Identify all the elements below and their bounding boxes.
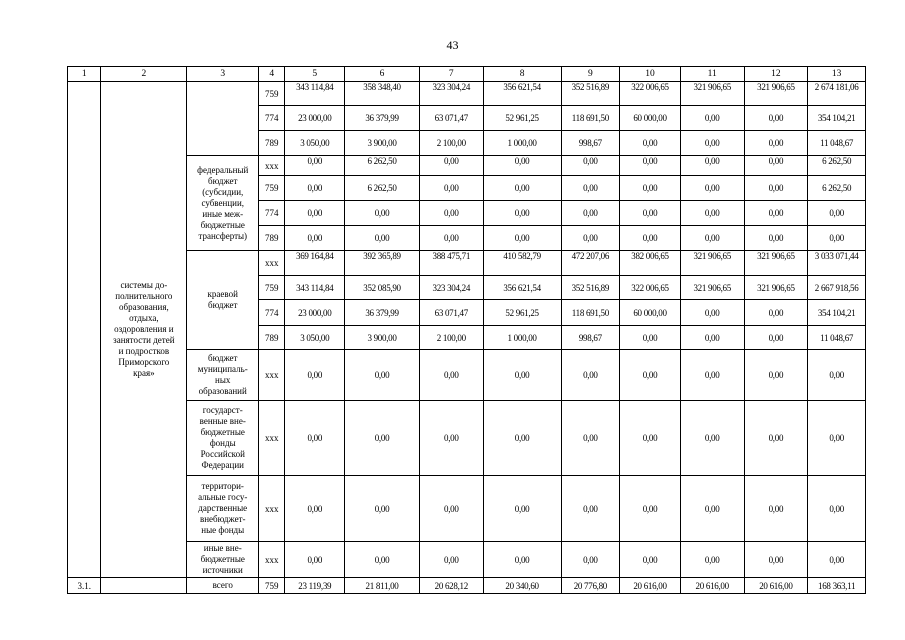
value-cell: 321 906,65 (744, 82, 808, 106)
value-cell: 0,00 (680, 106, 744, 131)
value-cell: 0,00 (744, 476, 808, 542)
code-cell: 774 (259, 300, 285, 326)
code-cell: 789 (259, 326, 285, 350)
value-cell: 63 071,47 (419, 300, 483, 326)
value-cell: 410 582,79 (483, 251, 561, 276)
value-cell: 0,00 (561, 201, 620, 226)
table-body (68, 82, 866, 594)
table-row (68, 542, 866, 578)
value-cell: 0,00 (680, 350, 744, 401)
value-cell: 0,00 (345, 201, 420, 226)
value-cell: 3 033 071,44 (808, 251, 866, 276)
value-cell: 1 000,00 (483, 326, 561, 350)
value-cell: 352 516,89 (561, 82, 620, 106)
value-cell: 388 475,71 (419, 251, 483, 276)
value-cell: 60 000,00 (620, 300, 681, 326)
value-cell: 998,67 (561, 131, 620, 156)
value-cell: 0,00 (680, 226, 744, 251)
source-label-state-funds: государст- венные вне- бюджетные фонды Российской Федерации (187, 401, 259, 476)
code-cell: xxx (259, 251, 285, 276)
value-cell: 0,00 (345, 542, 420, 578)
col-header: 13 (808, 67, 866, 82)
value-cell: 352 085,90 (345, 276, 420, 300)
col-header: 9 (561, 67, 620, 82)
value-cell: 3 050,00 (285, 326, 345, 350)
value-cell: 321 906,65 (680, 251, 744, 276)
value-cell: 0,00 (680, 201, 744, 226)
code-cell: 774 (259, 106, 285, 131)
value-cell: 0,00 (561, 176, 620, 201)
value-cell: 358 348,40 (345, 82, 420, 106)
value-cell: 0,00 (744, 350, 808, 401)
table-row (68, 350, 866, 401)
value-cell: 0,00 (620, 542, 681, 578)
table-row (68, 82, 866, 106)
value-cell: 369 164,84 (285, 251, 345, 276)
value-cell: 11 048,67 (808, 131, 866, 156)
value-cell: 321 906,65 (744, 251, 808, 276)
value-cell: 168 363,11 (808, 578, 866, 594)
value-cell: 0,00 (680, 326, 744, 350)
value-cell: 0,00 (680, 401, 744, 476)
value-cell: 0,00 (285, 476, 345, 542)
value-cell: 0,00 (744, 201, 808, 226)
value-cell: 0,00 (744, 542, 808, 578)
value-cell: 0,00 (483, 350, 561, 401)
col-header: 8 (483, 67, 561, 82)
source-label-municipal: бюджет муниципаль- ных образований (187, 350, 259, 401)
value-cell: 0,00 (419, 156, 483, 176)
value-cell: 0,00 (680, 476, 744, 542)
col-header: 7 (419, 67, 483, 82)
value-cell: 0,00 (561, 226, 620, 251)
code-cell: 789 (259, 226, 285, 251)
code-cell: xxx (259, 156, 285, 176)
value-cell: 23 000,00 (285, 300, 345, 326)
value-cell: 0,00 (620, 156, 681, 176)
value-cell: 0,00 (419, 201, 483, 226)
value-cell: 20 616,00 (620, 578, 681, 594)
value-cell: 52 961,25 (483, 106, 561, 131)
code-cell: xxx (259, 401, 285, 476)
value-cell: 0,00 (808, 542, 866, 578)
value-cell: 6 262,50 (808, 156, 866, 176)
value-cell: 0,00 (561, 350, 620, 401)
value-cell: 52 961,25 (483, 300, 561, 326)
table-row (68, 251, 866, 276)
value-cell: 6 262,50 (345, 156, 420, 176)
code-cell: xxx (259, 476, 285, 542)
value-cell: 0,00 (419, 542, 483, 578)
value-cell: 0,00 (419, 350, 483, 401)
value-cell: 63 071,47 (419, 106, 483, 131)
value-cell: 0,00 (620, 176, 681, 201)
value-cell: 2 100,00 (419, 326, 483, 350)
value-cell: 20 340,60 (483, 578, 561, 594)
value-cell: 0,00 (285, 176, 345, 201)
code-cell: 774 (259, 201, 285, 226)
value-cell: 0,00 (620, 476, 681, 542)
value-cell: 352 516,89 (561, 276, 620, 300)
value-cell: 3 900,00 (345, 326, 420, 350)
value-cell: 3 900,00 (345, 131, 420, 156)
value-cell: 0,00 (419, 226, 483, 251)
value-cell: 0,00 (808, 401, 866, 476)
col-header: 3 (187, 67, 259, 82)
value-cell: 0,00 (620, 401, 681, 476)
value-cell: 0,00 (744, 326, 808, 350)
value-cell: 392 365,89 (345, 251, 420, 276)
value-cell: 20 628,12 (419, 578, 483, 594)
value-cell: 472 207,06 (561, 251, 620, 276)
value-cell: 0,00 (419, 176, 483, 201)
value-cell: 0,00 (620, 226, 681, 251)
col-header: 10 (620, 67, 681, 82)
header-row (68, 67, 866, 82)
value-cell: 0,00 (483, 226, 561, 251)
value-cell: 343 114,84 (285, 276, 345, 300)
value-cell: 0,00 (620, 350, 681, 401)
value-cell: 20 616,00 (680, 578, 744, 594)
value-cell: 354 104,21 (808, 300, 866, 326)
value-cell: 0,00 (285, 542, 345, 578)
value-cell: 0,00 (680, 131, 744, 156)
value-cell: 0,00 (744, 131, 808, 156)
col-header: 2 (101, 67, 187, 82)
source-label-blank (187, 82, 259, 156)
value-cell: 0,00 (285, 156, 345, 176)
value-cell: 0,00 (285, 350, 345, 401)
row-number-cell (68, 82, 101, 578)
source-label-territorial: территори- альные госу- дарственные внебюджет- ные фонды (187, 476, 259, 542)
value-cell: 321 906,65 (680, 82, 744, 106)
col-header: 6 (345, 67, 420, 82)
source-label-other: иные вне- бюджетные источники (187, 542, 259, 578)
value-cell: 0,00 (680, 156, 744, 176)
value-cell: 3 050,00 (285, 131, 345, 156)
col-header: 4 (259, 67, 285, 82)
value-cell: 323 304,24 (419, 276, 483, 300)
code-cell: xxx (259, 350, 285, 401)
value-cell: 0,00 (744, 106, 808, 131)
table-row (68, 401, 866, 476)
value-cell: 36 379,99 (345, 300, 420, 326)
value-cell: 0,00 (808, 226, 866, 251)
value-cell: 322 006,65 (620, 276, 681, 300)
value-cell: 998,67 (561, 326, 620, 350)
value-cell: 0,00 (620, 201, 681, 226)
value-cell: 60 000,00 (620, 106, 681, 131)
value-cell: 0,00 (680, 300, 744, 326)
value-cell: 321 906,65 (744, 276, 808, 300)
source-label-regional: краевой бюджет (187, 251, 259, 350)
value-cell: 2 674 181,06 (808, 82, 866, 106)
value-cell: 23 000,00 (285, 106, 345, 131)
value-cell: 322 006,65 (620, 82, 681, 106)
value-cell: 0,00 (744, 401, 808, 476)
value-cell: 356 621,54 (483, 82, 561, 106)
value-cell: 0,00 (483, 176, 561, 201)
col-header: 1 (68, 67, 101, 82)
value-cell: 0,00 (285, 201, 345, 226)
program-title-cell (101, 578, 187, 594)
value-cell: 36 379,99 (345, 106, 420, 131)
value-cell: 0,00 (345, 401, 420, 476)
value-cell: 0,00 (561, 476, 620, 542)
code-cell: 759 (259, 82, 285, 106)
col-header: 12 (744, 67, 808, 82)
value-cell: 0,00 (808, 350, 866, 401)
page-number: 43 (446, 38, 459, 52)
col-header: 5 (285, 67, 345, 82)
value-cell: 0,00 (680, 176, 744, 201)
value-cell: 23 119,39 (285, 578, 345, 594)
value-cell: 354 104,21 (808, 106, 866, 131)
value-cell: 0,00 (680, 542, 744, 578)
value-cell: 2 667 918,56 (808, 276, 866, 300)
source-label-federal: федеральный бюджет (субсидии, субвенции, иные меж- бюджетные трансферты) (187, 156, 259, 251)
table-row (68, 476, 866, 542)
value-cell: 0,00 (345, 476, 420, 542)
row-number-cell: 3.1. (68, 578, 101, 594)
value-cell: 0,00 (285, 401, 345, 476)
value-cell: 323 304,24 (419, 82, 483, 106)
value-cell: 0,00 (419, 401, 483, 476)
value-cell: 0,00 (744, 300, 808, 326)
table-row (68, 156, 866, 176)
value-cell: 0,00 (285, 226, 345, 251)
value-cell: 6 262,50 (345, 176, 420, 201)
value-cell: 11 048,67 (808, 326, 866, 350)
value-cell: 0,00 (483, 156, 561, 176)
col-header: 11 (680, 67, 744, 82)
code-cell: 759 (259, 276, 285, 300)
value-cell: 2 100,00 (419, 131, 483, 156)
code-cell: 759 (259, 176, 285, 201)
value-cell: 20 616,00 (744, 578, 808, 594)
value-cell: 382 006,65 (620, 251, 681, 276)
value-cell: 118 691,50 (561, 106, 620, 131)
value-cell: 21 811,00 (345, 578, 420, 594)
code-cell: 759 (259, 578, 285, 594)
source-label-total: всего (187, 578, 259, 594)
value-cell: 321 906,65 (680, 276, 744, 300)
value-cell: 0,00 (808, 476, 866, 542)
value-cell: 0,00 (744, 156, 808, 176)
value-cell: 20 776,80 (561, 578, 620, 594)
value-cell: 356 621,54 (483, 276, 561, 300)
program-title-cell: системы до- полнительного образования, отдыха, оздоровления и занятости детей и подростков Приморского края» (101, 82, 187, 578)
value-cell: 0,00 (744, 176, 808, 201)
value-cell: 0,00 (561, 542, 620, 578)
value-cell: 0,00 (744, 226, 808, 251)
value-cell: 0,00 (483, 542, 561, 578)
value-cell: 0,00 (561, 156, 620, 176)
budget-table (67, 66, 866, 594)
value-cell: 343 114,84 (285, 82, 345, 106)
code-cell: 789 (259, 131, 285, 156)
value-cell: 118 691,50 (561, 300, 620, 326)
value-cell: 0,00 (483, 401, 561, 476)
value-cell: 6 262,50 (808, 176, 866, 201)
value-cell: 1 000,00 (483, 131, 561, 156)
value-cell: 0,00 (345, 350, 420, 401)
value-cell: 0,00 (419, 476, 483, 542)
value-cell: 0,00 (561, 401, 620, 476)
value-cell: 0,00 (483, 476, 561, 542)
code-cell: xxx (259, 542, 285, 578)
value-cell: 0,00 (483, 201, 561, 226)
value-cell: 0,00 (620, 326, 681, 350)
table-row (68, 578, 866, 594)
value-cell: 0,00 (345, 226, 420, 251)
value-cell: 0,00 (808, 201, 866, 226)
value-cell: 0,00 (620, 131, 681, 156)
